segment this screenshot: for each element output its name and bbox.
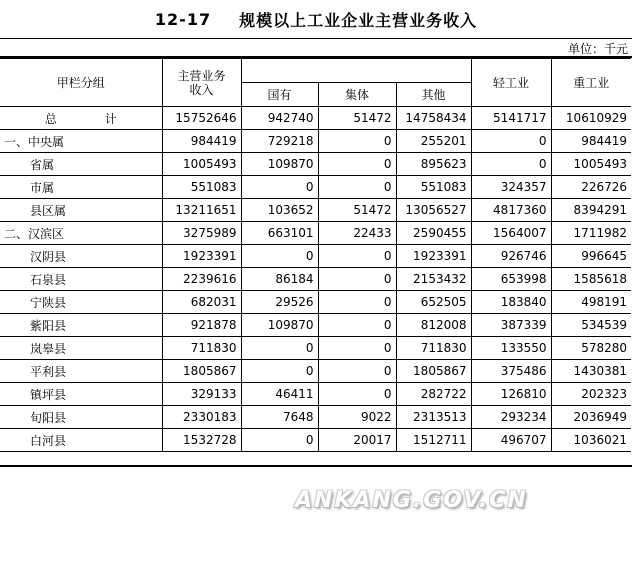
row-label: 总 计 [0, 107, 162, 130]
table-number: 12-17 [154, 9, 212, 29]
header-light-industry: 轻工业 [471, 59, 551, 107]
cell-state: 0 [241, 429, 318, 452]
table-body [0, 107, 631, 452]
row-label: 省属 [0, 153, 162, 176]
cell-collective: 0 [318, 245, 396, 268]
cell-total: 921878 [162, 314, 241, 337]
cell-collective: 0 [318, 360, 396, 383]
cell-state: 0 [241, 176, 318, 199]
cell-collective: 0 [318, 176, 396, 199]
cell-state: 0 [241, 337, 318, 360]
row-label: 宁陕县 [0, 291, 162, 314]
table-bottom-rule [0, 465, 632, 467]
cell-total: 15752646 [162, 107, 241, 130]
cell-other: 13056527 [396, 199, 471, 222]
cell-state: 0 [241, 360, 318, 383]
cell-heavy: 1005493 [551, 153, 631, 176]
table-title [0, 0, 632, 39]
header-ownership-group [241, 59, 471, 83]
cell-other: 812008 [396, 314, 471, 337]
table-row [0, 268, 631, 291]
table-row [0, 383, 631, 406]
cell-state: 729218 [241, 130, 318, 153]
cell-heavy: 498191 [551, 291, 631, 314]
row-label: 岚皋县 [0, 337, 162, 360]
cell-light: 1564007 [471, 222, 551, 245]
cell-collective: 0 [318, 268, 396, 291]
cell-total: 329133 [162, 383, 241, 406]
row-label: 县区属 [0, 199, 162, 222]
cell-collective: 9022 [318, 406, 396, 429]
unit-label: 单位：千元 [567, 42, 628, 56]
table-row [0, 130, 631, 153]
cell-heavy: 996645 [551, 245, 631, 268]
watermark: ANKANG.GOV.CN [295, 488, 528, 513]
cell-light: 4817360 [471, 199, 551, 222]
table-row [0, 429, 631, 452]
row-label: 市属 [0, 176, 162, 199]
table-row [0, 107, 631, 130]
cell-other: 1923391 [396, 245, 471, 268]
table-row [0, 222, 631, 245]
header-heavy-industry: 重工业 [551, 59, 631, 107]
cell-collective: 20017 [318, 429, 396, 452]
cell-state: 103652 [241, 199, 318, 222]
cell-other: 551083 [396, 176, 471, 199]
row-label: 平利县 [0, 360, 162, 383]
cell-light: 183840 [471, 291, 551, 314]
cell-total: 1805867 [162, 360, 241, 383]
cell-other: 1805867 [396, 360, 471, 383]
row-label: 一、中央属 [0, 130, 162, 153]
row-label: 紫阳县 [0, 314, 162, 337]
header-state-owned: 国有 [241, 83, 318, 107]
cell-total: 3275989 [162, 222, 241, 245]
cell-light: 126810 [471, 383, 551, 406]
cell-collective: 51472 [318, 107, 396, 130]
cell-state: 86184 [241, 268, 318, 291]
cell-collective: 22433 [318, 222, 396, 245]
header-collective: 集体 [318, 83, 396, 107]
cell-other: 652505 [396, 291, 471, 314]
header-other: 其他 [396, 83, 471, 107]
cell-state: 7648 [241, 406, 318, 429]
cell-total: 2239616 [162, 268, 241, 291]
cell-collective: 0 [318, 291, 396, 314]
table-row [0, 291, 631, 314]
row-label: 汉阴县 [0, 245, 162, 268]
cell-state: 109870 [241, 153, 318, 176]
table-row [0, 360, 631, 383]
cell-total: 711830 [162, 337, 241, 360]
cell-heavy: 8394291 [551, 199, 631, 222]
table-row [0, 199, 631, 222]
cell-other: 2153432 [396, 268, 471, 291]
table-row [0, 153, 631, 176]
cell-heavy: 226726 [551, 176, 631, 199]
cell-heavy: 534539 [551, 314, 631, 337]
cell-light: 133550 [471, 337, 551, 360]
table-row [0, 245, 631, 268]
cell-collective: 51472 [318, 199, 396, 222]
cell-other: 2313513 [396, 406, 471, 429]
cell-total: 2330183 [162, 406, 241, 429]
cell-heavy: 1585618 [551, 268, 631, 291]
row-label: 石泉县 [0, 268, 162, 291]
cell-light: 0 [471, 153, 551, 176]
cell-light: 496707 [471, 429, 551, 452]
cell-light: 324357 [471, 176, 551, 199]
cell-light: 375486 [471, 360, 551, 383]
cell-heavy: 10610929 [551, 107, 631, 130]
cell-state: 46411 [241, 383, 318, 406]
cell-other: 1512711 [396, 429, 471, 452]
table-row [0, 176, 631, 199]
cell-total: 682031 [162, 291, 241, 314]
cell-total: 984419 [162, 130, 241, 153]
cell-state: 663101 [241, 222, 318, 245]
cell-total: 1923391 [162, 245, 241, 268]
cell-state: 942740 [241, 107, 318, 130]
cell-total: 13211651 [162, 199, 241, 222]
income-table [0, 58, 631, 452]
cell-heavy: 984419 [551, 130, 631, 153]
cell-other: 711830 [396, 337, 471, 360]
cell-collective: 0 [318, 153, 396, 176]
cell-other: 14758434 [396, 107, 471, 130]
table-row [0, 406, 631, 429]
cell-light: 5141717 [471, 107, 551, 130]
cell-state: 109870 [241, 314, 318, 337]
cell-other: 282722 [396, 383, 471, 406]
cell-collective: 0 [318, 383, 396, 406]
row-label: 二、汉滨区 [0, 222, 162, 245]
cell-state: 0 [241, 245, 318, 268]
row-label: 镇坪县 [0, 383, 162, 406]
cell-other: 895623 [396, 153, 471, 176]
cell-collective: 0 [318, 314, 396, 337]
cell-other: 2590455 [396, 222, 471, 245]
cell-other: 255201 [396, 130, 471, 153]
cell-light: 0 [471, 130, 551, 153]
cell-total: 1532728 [162, 429, 241, 452]
cell-light: 653998 [471, 268, 551, 291]
cell-collective: 0 [318, 130, 396, 153]
cell-total: 551083 [162, 176, 241, 199]
cell-light: 387339 [471, 314, 551, 337]
cell-heavy: 202323 [551, 383, 631, 406]
cell-total: 1005493 [162, 153, 241, 176]
cell-heavy: 578280 [551, 337, 631, 360]
unit-row [0, 39, 632, 58]
table-row [0, 337, 631, 360]
cell-heavy: 1036021 [551, 429, 631, 452]
cell-heavy: 1711982 [551, 222, 631, 245]
row-label: 旬阳县 [0, 406, 162, 429]
cell-heavy: 2036949 [551, 406, 631, 429]
cell-light: 293234 [471, 406, 551, 429]
row-label: 白河县 [0, 429, 162, 452]
table-row [0, 314, 631, 337]
cell-collective: 0 [318, 337, 396, 360]
cell-heavy: 1430381 [551, 360, 631, 383]
cell-state: 29526 [241, 291, 318, 314]
header-main-income: 主营业务收入 [162, 59, 241, 107]
header-category: 甲栏分组 [0, 59, 162, 107]
table-title-text: 规模以上工业企业主营业务收入 [239, 10, 478, 30]
cell-light: 926746 [471, 245, 551, 268]
